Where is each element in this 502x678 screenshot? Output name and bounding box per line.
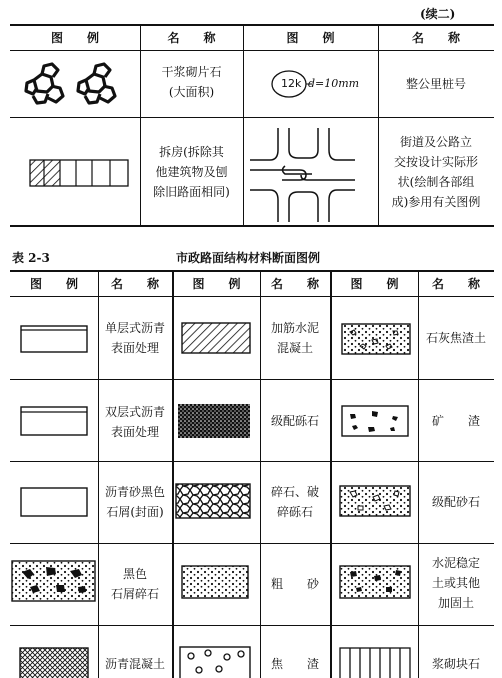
demolish-symbol	[30, 160, 128, 186]
dry-rubble-name: 干浆砌片石 (大面积)	[161, 65, 222, 99]
asphalt-concrete-symbol	[20, 648, 88, 678]
single-layer-asphalt-name: 单层式沥青 表面处理	[104, 321, 165, 355]
double-layer-asphalt-symbol	[21, 407, 87, 435]
double-layer-asphalt-name: 双层式沥青 表面处理	[104, 405, 165, 439]
top-header-legend-1: 图 例	[50, 31, 99, 45]
crushed-stone-symbol	[176, 484, 250, 518]
lime-cinder-soil-symbol	[342, 324, 410, 354]
coke-slag-name: 焦 渣	[270, 657, 319, 671]
top-header-legend-2: 图 例	[286, 31, 335, 45]
reinforced-concrete-name: 加筋水泥 混凝土	[270, 321, 319, 355]
slag-symbol	[342, 406, 408, 436]
graded-gravel-symbol	[178, 404, 250, 438]
crushed-stone-name: 碎石、破 碎砾石	[270, 485, 319, 519]
asphalt-sand-symbol	[21, 488, 87, 516]
km-stake-name: 整公里桩号	[405, 77, 466, 91]
coke-slag-symbol	[180, 647, 250, 678]
reinforced-concrete-symbol	[182, 323, 250, 353]
coarse-sand-name: 粗 砂	[270, 577, 319, 591]
bottom-header-name-1: 名 称	[110, 277, 159, 291]
interchange-name: 街道及公路立 交按设计实际形 状(绘制各部组 成)参用有关图例	[391, 135, 481, 209]
graded-sand-gravel-name: 级配砂石	[431, 495, 480, 509]
dry-rubble-symbol	[26, 64, 115, 103]
km-stake-label-b: d=10mm	[308, 77, 360, 90]
top-header-name-2: 名 称	[411, 31, 460, 45]
cement-stabilized-soil-symbol	[340, 566, 410, 598]
table-title: 市政路面结构材料断面图例	[176, 251, 321, 265]
top-header-name-1: 名 称	[167, 31, 216, 45]
km-stake-symbol	[272, 71, 306, 97]
black-chip-stone-symbol	[12, 561, 95, 601]
mortar-block-stone-name: 浆砌块石	[431, 657, 480, 671]
demolish-name: 拆房(拆除其 他建筑物及刨 除旧路面相同)	[153, 145, 230, 199]
mortar-block-stone-symbol	[340, 648, 410, 678]
graded-sand-gravel-symbol	[340, 486, 410, 516]
coarse-sand-symbol	[182, 566, 248, 598]
bottom-header-legend-3: 图 例	[350, 277, 399, 291]
table-number: 表 2-3	[12, 251, 50, 265]
bottom-header-name-2: 名 称	[270, 277, 319, 291]
slag-name: 矿 渣	[431, 414, 480, 428]
km-stake-label-a: 12k	[281, 77, 302, 90]
bottom-header-name-3: 名 称	[431, 277, 480, 291]
asphalt-sand-name: 沥青砂黑色 石屑(封面)	[104, 485, 165, 519]
bottom-header-legend-2: 图 例	[192, 277, 241, 291]
graded-gravel-name: 级配砾石	[270, 414, 319, 428]
bottom-header-legend-1: 图 例	[29, 277, 78, 291]
asphalt-concrete-name: 沥青混凝土	[104, 657, 165, 671]
cement-stabilized-soil-name: 水泥稳定 土或其他 加固土	[431, 556, 480, 610]
continuation-label: (续二)	[420, 7, 456, 21]
interchange-symbol	[250, 128, 355, 222]
black-chip-stone-name: 黑色 石屑碎石	[110, 567, 159, 601]
lime-cinder-soil-name: 石灰焦渣土	[425, 331, 486, 345]
single-layer-asphalt-symbol	[21, 326, 87, 352]
